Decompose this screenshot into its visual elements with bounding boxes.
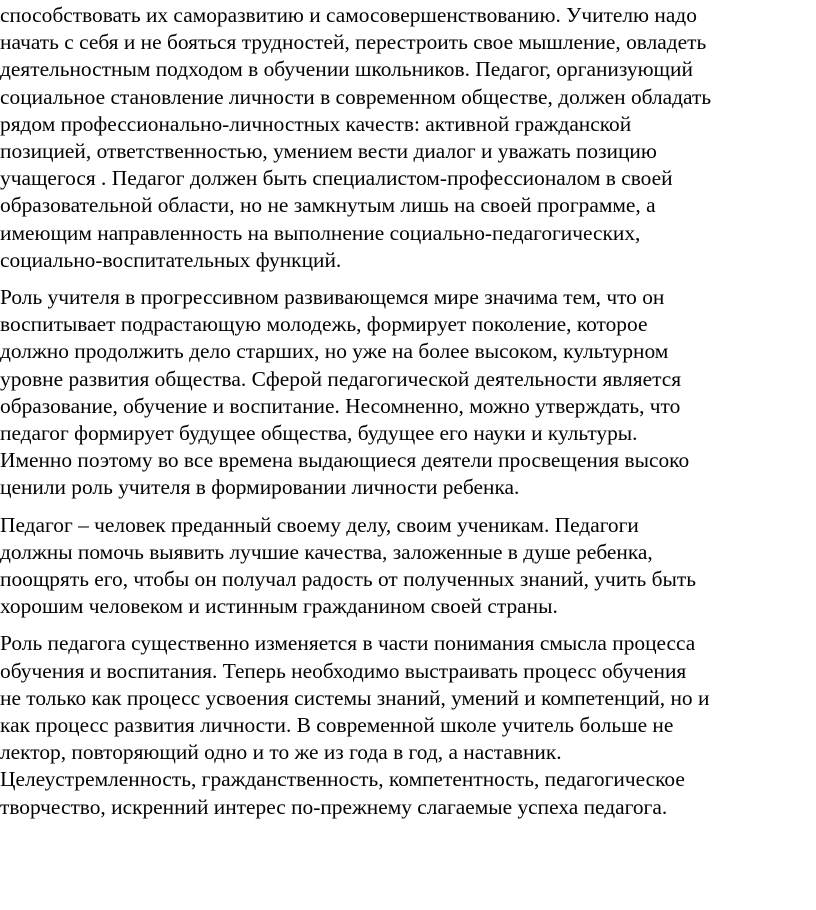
text-line: социальное становление личности в современном обществе, должен обладать xyxy=(0,84,712,109)
text-line: должно продолжить дело старших, но уже на более высоком, культурном xyxy=(0,339,669,364)
text-line: учащегося . Педагог должен быть специалистом-профессионалом в своей xyxy=(0,166,673,191)
text-line: обучения и воспитания. Теперь необходимо выстраивать процесс обучения xyxy=(0,658,687,683)
text-line: деятельностным подходом в обучении школьников. Педагог, организующий xyxy=(0,57,693,82)
text-line: хорошим человеком и истинным гражданином своей страны. xyxy=(0,594,558,619)
text-line: как процесс развития личности. В современной школе учитель больше не xyxy=(0,713,674,738)
text-line: рядом профессионально-личностных качеств: активной гражданской xyxy=(0,111,632,136)
text-line: Роль педагога существенно изменяется в части понимания смысла процесса xyxy=(0,631,696,656)
text-line: Целеустремленность, гражданственность, компетентность, педагогическое xyxy=(0,767,685,792)
text-line: образовательной области, но не замкнутым лишь на своей программе, а xyxy=(0,193,656,218)
text-line: образование, обучение и воспитание. Несомненно, можно утверждать, что xyxy=(0,393,681,418)
document-page xyxy=(0,2,814,831)
paragraph-3 xyxy=(0,512,814,621)
text-line: поощрять его, чтобы он получал радость от полученных знаний, учить быть xyxy=(0,567,697,592)
text-line: уровне развития общества. Сферой педагогической деятельности является xyxy=(0,366,682,391)
text-line: Именно поэтому во все времена выдающиеся деятели просвещения высоко xyxy=(0,448,690,473)
text-line: Педагог – человек преданный своему делу, своим ученикам. Педагоги xyxy=(0,512,639,537)
paragraph-4 xyxy=(0,630,814,820)
text-line: воспитывает подрастающую молодежь, формирует поколение, которое xyxy=(0,312,648,337)
text-line: Роль учителя в прогрессивном развивающемся мире значима тем, что он xyxy=(0,285,665,310)
text-line: творчество, искренний интерес по-прежнему слагаемые успеха педагога. xyxy=(0,794,668,819)
text-line: ценили роль учителя в формировании личности ребенка. xyxy=(0,475,520,500)
text-line: лектор, повторяющий одно и то же из года в год, а наставник. xyxy=(0,740,562,765)
paragraph-1 xyxy=(0,2,814,274)
text-line: педагог формирует будущее общества, будущее его науки и культуры. xyxy=(0,421,638,446)
paragraph-2 xyxy=(0,284,814,502)
text-line: социально-воспитательных функций. xyxy=(0,247,342,272)
text-line: способствовать их саморазвитию и самосовершенствованию. Учителю надо xyxy=(0,3,697,27)
text-line: должны помочь выявить лучшие качества, заложенные в душе ребенка, xyxy=(0,539,653,564)
text-line: позицией, ответственностью, умением вести диалог и уважать позицию xyxy=(0,139,657,164)
text-line: начать с себя и не бояться трудностей, перестроить свое мышление, овладеть xyxy=(0,30,707,55)
text-line: не только как процесс усвоения системы знаний, умений и компетенций, но и xyxy=(0,685,710,710)
text-line: имеющим направленность на выполнение социально-педагогических, xyxy=(0,220,641,245)
